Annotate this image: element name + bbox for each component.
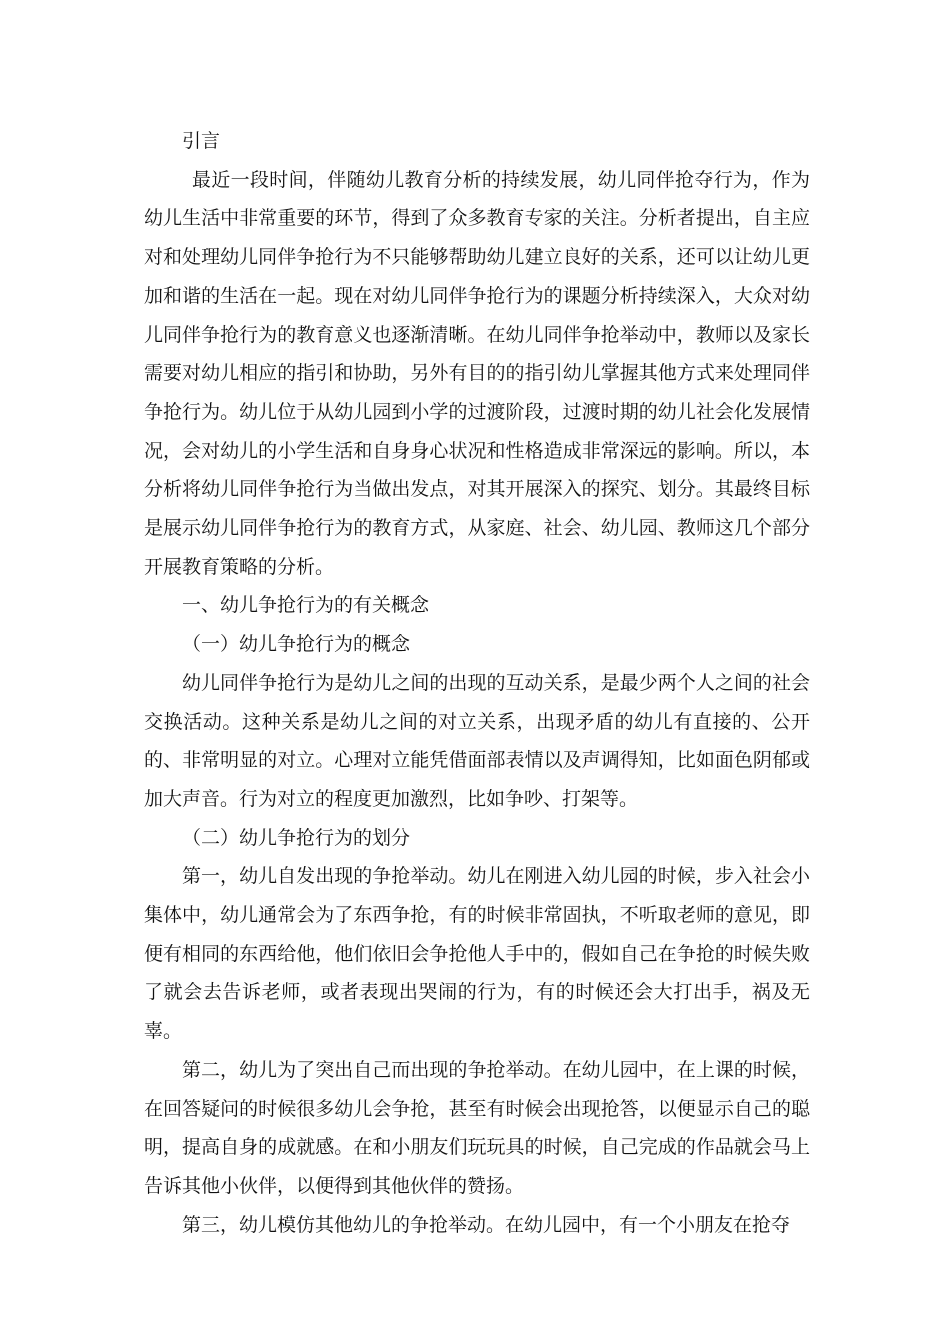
subsection-2-heading: （二）幼儿争抢行为的划分 bbox=[182, 826, 411, 849]
intro-paragraph: 最近一段时间，伴随幼儿教育分析的持续发展，幼儿同伴抢夺行为，作为幼儿生活中非常重要的环节，得到了众多教育专家的关注。分析者提出，自主应对和处理幼儿同伴争抢行为不只能够帮助幼儿建立良好的关系，还可以让幼儿更加和谐的生活在一起。现在对幼儿同伴争抢行为的课题分析持续深入，大众对幼儿同伴争抢行为的教育意义也逐渐清晰。在幼儿同伴争抢举动中，教师以及家长需要对幼儿相应的指引和协助，另外有目的的指引幼儿掌握其他方式来处理同伴争抢行为。幼儿位于从幼儿园到小学的过渡阶段，过渡时期的幼儿社会化发展情况，会对幼儿的小学生活和自身身心状况和性格造成非常深远的影响。所以，本分析将幼儿同伴争抢行为当做出发点，对其开展深入的探究、划分。其最终目标是展示幼儿同伴争抢行为的教育方式，从家庭、社会、幼儿园、教师这几个部分开展教育策略的分析。 bbox=[144, 168, 810, 578]
paragraph-second: 第二，幼儿为了突出自己而出现的争抢举动。在幼儿园中，在上课的时候，在回答疑问的时候很多幼儿会争抢，甚至有时候会出现抢答，以便显示自己的聪明，提高自身的成就感。在和小朋友们玩玩具的时候，自己完成的作品就会马上告诉其他小伙伴，以便得到其他伙伴的赞扬。 bbox=[144, 1058, 810, 1197]
intro-heading: 引言 bbox=[182, 130, 221, 152]
document-body bbox=[144, 122, 810, 1244]
subsection-1-paragraph: 幼儿同伴争抢行为是幼儿之间的出现的互动关系，是最少两个人之间的社会交换活动。这种关系是幼儿之间的对立关系，出现矛盾的幼儿有直接的、公开的、非常明显的对立。心理对立能凭借面部表情以及声调得知，比如面色阴郁或加大声音。行为对立的程度更加激烈，比如争吵、打架等。 bbox=[144, 671, 810, 810]
paragraph-first: 第一，幼儿自发出现的争抢举动。幼儿在刚进入幼儿园的时候，步入社会小集体中，幼儿通常会为了东西争抢，有的时候非常固执，不听取老师的意见，即便有相同的东西给他，他们依旧会争抢他人手中的，假如自己在争抢的时候失败了就会去告诉老师，或者表现出哭闹的行为，有的时候还会大打出手，祸及无辜。 bbox=[144, 865, 810, 1043]
paragraph-third: 第三，幼儿模仿其他幼儿的争抢举动。在幼儿园中，有一个小朋友在抢夺 bbox=[182, 1213, 791, 1236]
section-1-heading: 一、幼儿争抢行为的有关概念 bbox=[182, 594, 430, 617]
subsection-1-heading: （一）幼儿争抢行为的概念 bbox=[182, 633, 411, 656]
